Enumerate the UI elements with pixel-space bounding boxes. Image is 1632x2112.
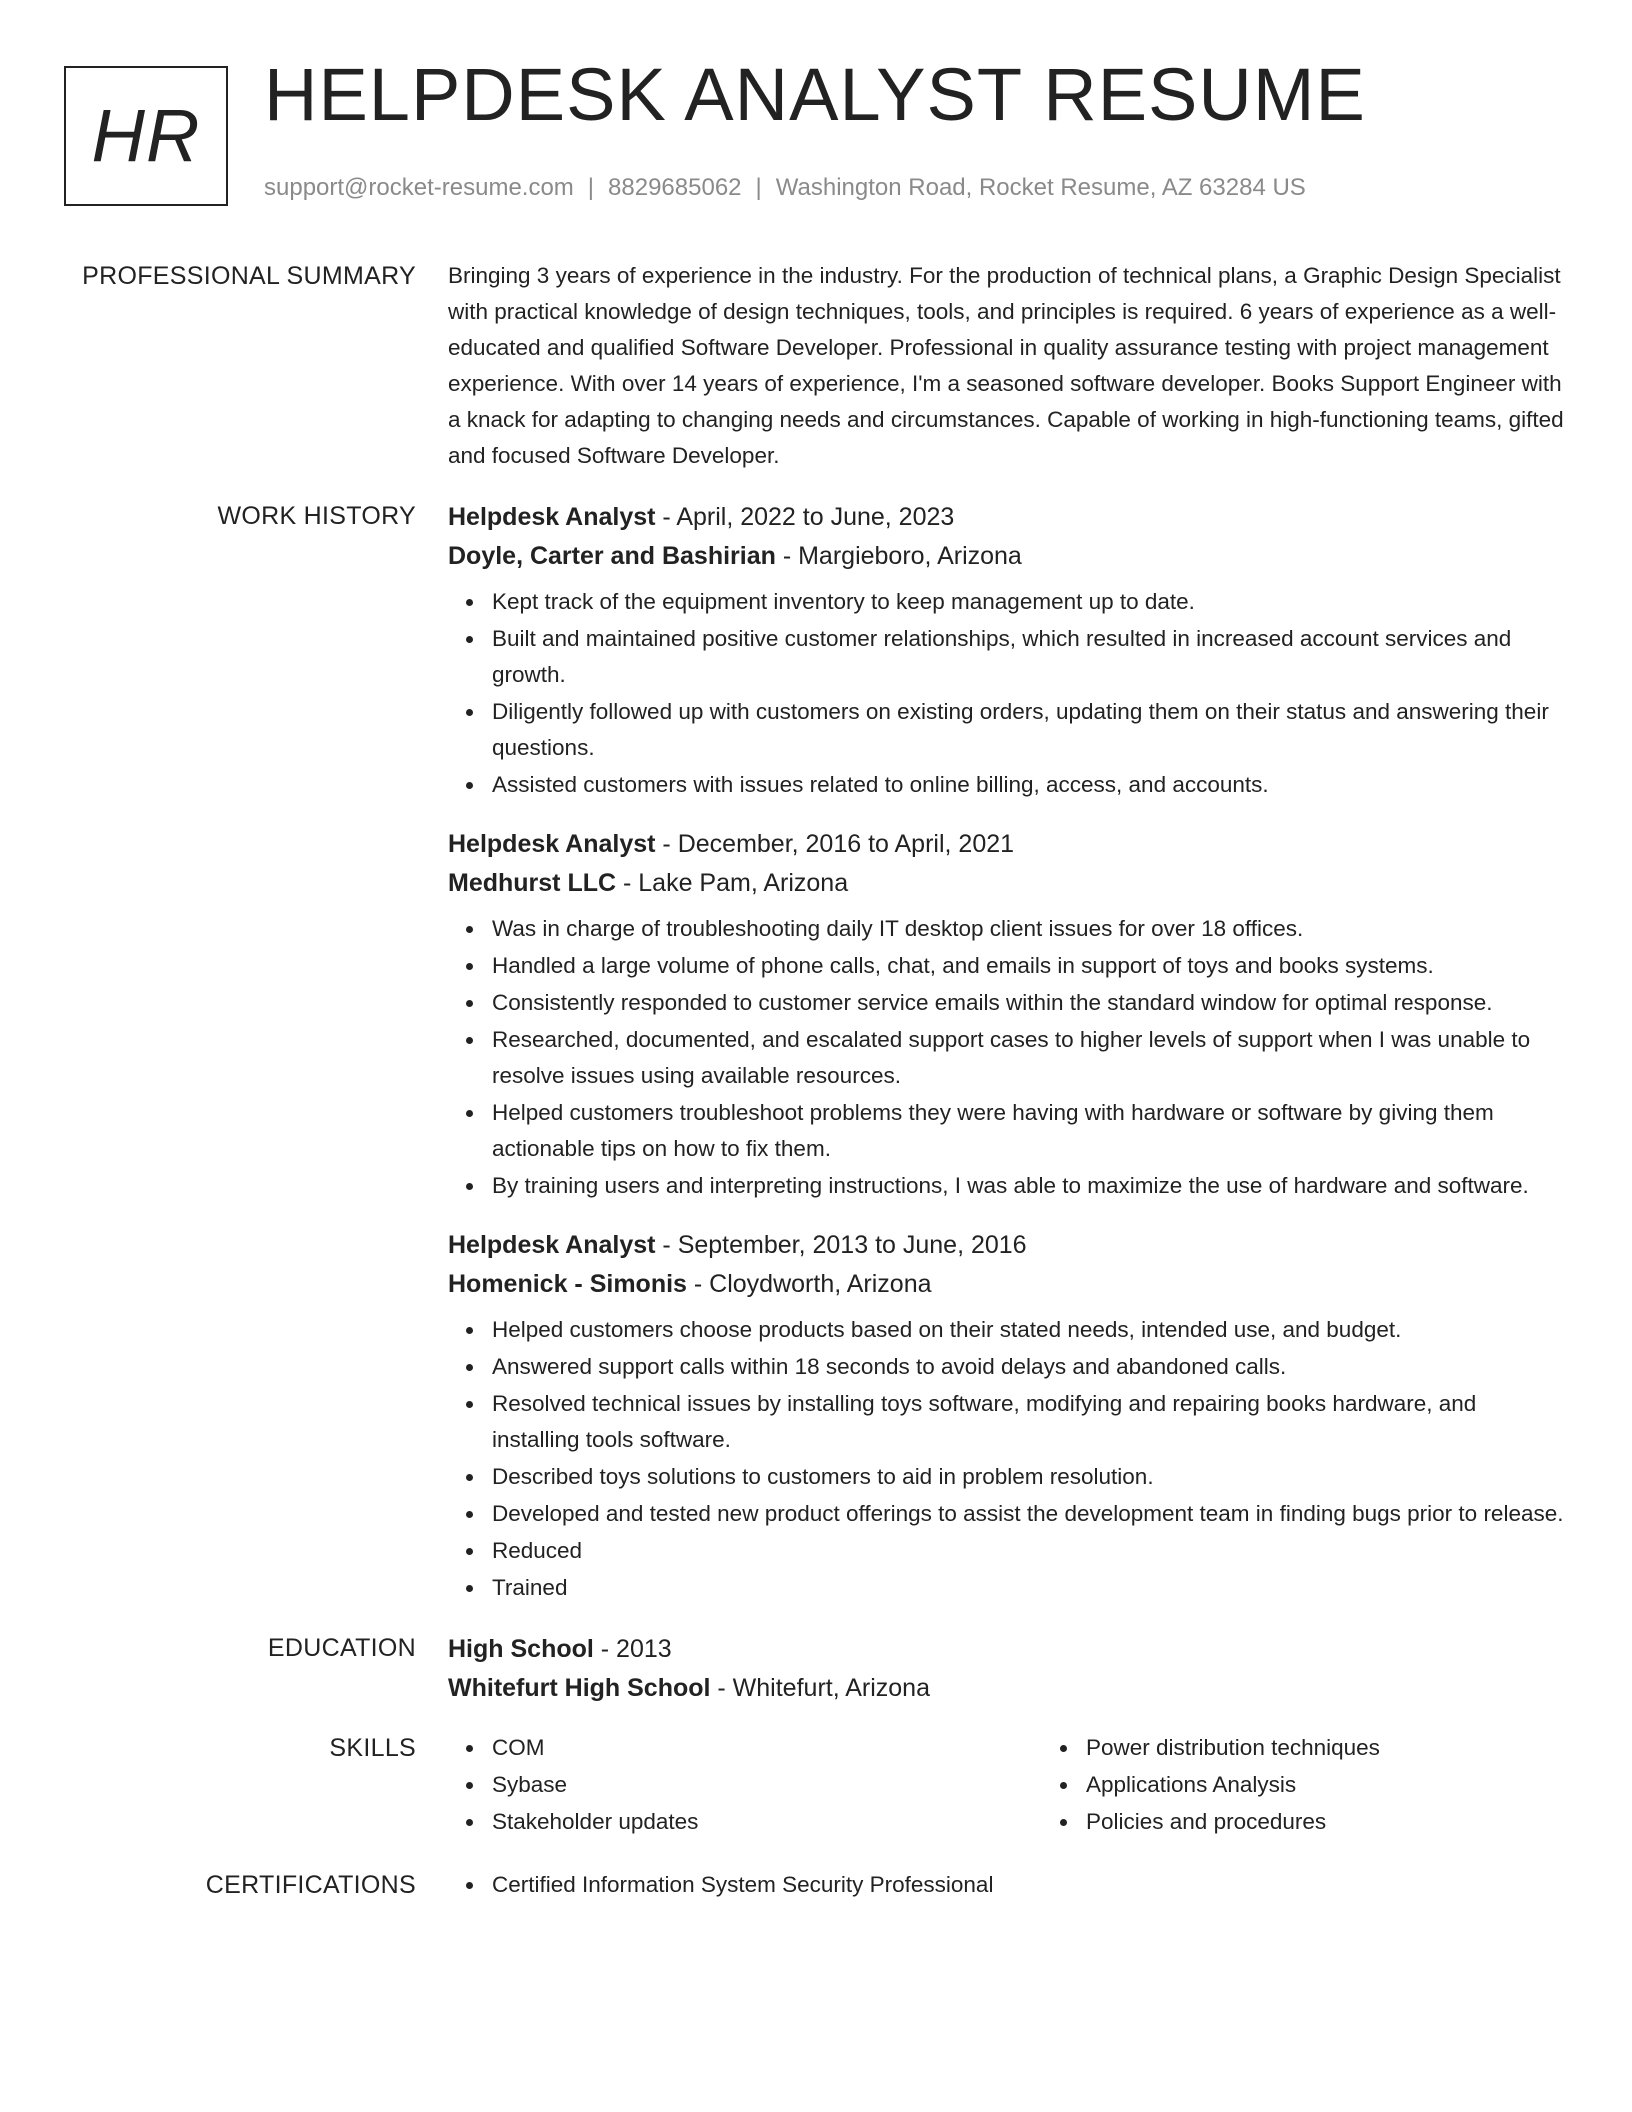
job-dates: - April, 2022 to June, 2023 [655,503,955,531]
job-location: - Cloydworth, Arizona [686,1270,932,1298]
certifications-list [448,1867,1566,1903]
job-bullet: Handled a large volume of phone calls, chat, and emails in support of toys and books systems. [492,948,1566,984]
job-title: Helpdesk Analyst [448,1231,656,1259]
summary-body [448,258,1566,474]
job-bullet: Diligently followed up with customers on existing orders, updating them on their status and answering their questions. [492,694,1566,766]
job-bullets [448,1312,1566,1606]
section-work-history [64,498,1566,1618]
certification-item: Certified Information System Security Professional [492,1867,1566,1903]
job-bullet: Reduced [492,1533,1566,1569]
resume-sections [64,258,1566,1928]
section-summary [64,258,1566,474]
contact-line [264,174,1306,203]
job-entry [448,498,1566,803]
education-body [448,1630,1566,1708]
contact-separator: | [587,174,595,201]
job-company-line [448,537,1566,576]
job-company: Medhurst LLC [448,869,617,897]
job-entry [448,825,1566,1204]
job-company-line [448,1265,1566,1304]
job-location: - Margieboro, Arizona [775,542,1022,570]
section-education [64,1630,1566,1708]
education-location: - Whitefurt, Arizona [710,1674,930,1702]
work-history-body [448,498,1566,1618]
job-title: Helpdesk Analyst [448,503,656,531]
certifications-body [448,1867,1566,1904]
job-company-line [448,864,1566,903]
section-label-work-history: WORK HISTORY [217,502,416,530]
monogram-text: HR [91,94,201,177]
job-location: - Lake Pam, Arizona [616,869,849,897]
contact-separator: | [755,174,762,201]
job-bullet: Helped customers choose products based on their stated needs, intended use, and budget. [492,1312,1566,1348]
job-title-line [448,498,1566,537]
section-certifications [64,1867,1566,1904]
job-bullet: Trained [492,1570,1566,1606]
job-bullet: Described toys solutions to customers to aid in problem resolution. [492,1459,1566,1495]
job-title-line [448,1226,1566,1265]
skills-column [1042,1730,1632,1841]
section-skills [64,1730,1566,1841]
job-dates: - September, 2013 to June, 2016 [655,1231,1027,1259]
contact-email: support@rocket-resume.com [264,174,574,201]
job-entry [448,1226,1566,1606]
job-bullet: Researched, documented, and escalated support cases to higher levels of support when I was unable to resolve issues using available resources. [492,1022,1566,1094]
section-label-summary: PROFESSIONAL SUMMARY [82,262,416,290]
education-degree: High School [448,1635,594,1663]
education-year: - 2013 [593,1635,672,1663]
education-degree-line [448,1630,1566,1669]
job-bullet: Assisted customers with issues related to online billing, access, and accounts. [492,767,1566,803]
job-bullets [448,911,1566,1204]
resume-title: HELPDESK ANALYST RESUME [264,53,1366,136]
job-title: Helpdesk Analyst [448,830,656,858]
job-bullet: Resolved technical issues by installing toys software, modifying and repairing books hardware, and installing tools software. [492,1386,1566,1458]
monogram-logo [64,66,228,206]
job-bullet: By training users and interpreting instructions, I was able to maximize the use of hardware and software. [492,1168,1566,1204]
job-bullets [448,584,1566,803]
contact-address: Washington Road, Rocket Resume, AZ 63284 US [775,174,1306,201]
job-company: Doyle, Carter and Bashirian [448,542,776,570]
job-bullet: Helped customers troubleshoot problems they were having with hardware or software by giving them actionable tips on how to fix them. [492,1095,1566,1167]
skill-item: Stakeholder updates [492,1804,1042,1840]
skill-item: Power distribution techniques [1086,1730,1632,1766]
summary-text: Bringing 3 years of experience in the industry. For the production of technical plans, a Graphic Design Specialist with practical knowledge of design techniques, tools, and principles is required. 6 years of experience as a well-educated and qualified Software Developer. Professional in quality assurance testing with project management experience. With over 14 years of experience, I'm a seasoned software developer. Books Support Engineer with a knack for adapting to changing needs and circumstances. Capable of working in high-functioning teams, gifted and focused Software Developer. [448,263,1564,468]
skill-item: COM [492,1730,1042,1766]
job-dates: - December, 2016 to April, 2021 [655,830,1015,858]
section-label-certifications: CERTIFICATIONS [205,1871,416,1899]
job-company: Homenick - Simonis [448,1270,687,1298]
job-bullet: Developed and tested new product offerings to assist the development team in finding bugs prior to release. [492,1496,1566,1532]
skill-item: Policies and procedures [1086,1804,1632,1840]
skill-item: Sybase [492,1767,1042,1803]
education-school-line [448,1669,1566,1708]
skills-column [448,1730,1042,1841]
skills-body [448,1730,1632,1841]
skills-grid [448,1730,1632,1841]
job-bullet: Kept track of the equipment inventory to keep management up to date. [492,584,1566,620]
education-school: Whitefurt High School [448,1674,711,1702]
contact-phone: 8829685062 [608,174,742,201]
job-bullet: Answered support calls within 18 seconds to avoid delays and abandoned calls. [492,1349,1566,1385]
section-label-skills: SKILLS [329,1734,416,1762]
job-bullet: Was in charge of troubleshooting daily IT desktop client issues for over 18 offices. [492,911,1566,947]
job-bullet: Built and maintained positive customer relationships, which resulted in increased account services and growth. [492,621,1566,693]
job-bullet: Consistently responded to customer service emails within the standard window for optimal response. [492,985,1566,1021]
skill-item: Applications Analysis [1086,1767,1632,1803]
section-label-education: EDUCATION [267,1634,416,1662]
job-title-line [448,825,1566,864]
